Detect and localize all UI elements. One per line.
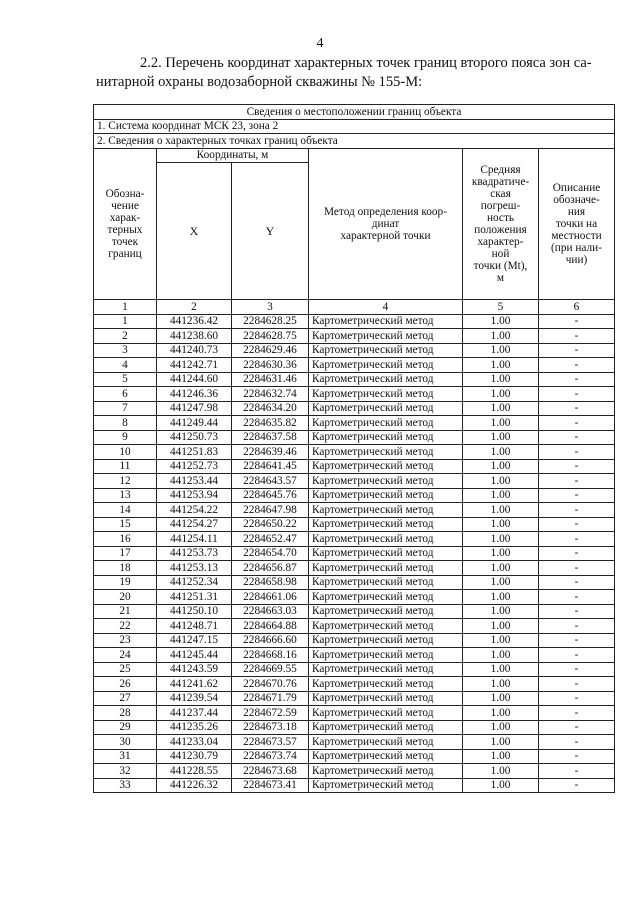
y-coordinate-cell: 2284643.57 — [232, 474, 309, 489]
method-cell: Картометрический метод — [309, 517, 463, 532]
x-coordinate-cell: 441238.60 — [157, 329, 232, 344]
method-cell: Картометрический метод — [309, 561, 463, 576]
x-coordinate-cell: 441254.22 — [157, 503, 232, 518]
method-cell: Картометрический метод — [309, 749, 463, 764]
point-number-cell: 4 — [94, 358, 157, 373]
method-cell: Картометрический метод — [309, 416, 463, 431]
y-coordinate-cell: 2284673.41 — [232, 778, 309, 793]
y-coordinate-cell: 2284670.76 — [232, 677, 309, 692]
y-coordinate-cell: 2284628.25 — [232, 314, 309, 329]
y-coordinate-cell: 2284663.03 — [232, 604, 309, 619]
point-number-cell: 6 — [94, 387, 157, 402]
method-cell: Картометрический метод — [309, 314, 463, 329]
description-cell: - — [539, 430, 615, 445]
method-cell: Картометрический метод — [309, 778, 463, 793]
column-number: 2 — [157, 300, 232, 315]
y-coordinate-cell: 2284673.68 — [232, 764, 309, 779]
method-cell: Картометрический метод — [309, 706, 463, 721]
description-cell: - — [539, 503, 615, 518]
description-cell: - — [539, 517, 615, 532]
table-row — [94, 503, 615, 518]
description-cell: - — [539, 401, 615, 416]
error-cell: 1.00 — [463, 358, 539, 373]
error-cell: 1.00 — [463, 633, 539, 648]
y-coordinate-cell: 2284666.60 — [232, 633, 309, 648]
table-row — [94, 474, 615, 489]
y-coordinate-cell: 2284632.74 — [232, 387, 309, 402]
x-coordinate-cell: 441251.83 — [157, 445, 232, 460]
error-cell: 1.00 — [463, 749, 539, 764]
error-cell: 1.00 — [463, 343, 539, 358]
error-cell: 1.00 — [463, 474, 539, 489]
x-coordinate-cell: 441245.44 — [157, 648, 232, 663]
description-cell: - — [539, 764, 615, 779]
table-row — [94, 416, 615, 431]
point-number-cell: 7 — [94, 401, 157, 416]
method-cell: Картометрический метод — [309, 430, 463, 445]
header-row-1 — [94, 148, 615, 163]
description-cell: - — [539, 488, 615, 503]
description-cell: - — [539, 329, 615, 344]
x-coordinate-cell: 441252.34 — [157, 575, 232, 590]
point-number-cell: 16 — [94, 532, 157, 547]
x-coordinate-cell: 441250.10 — [157, 604, 232, 619]
x-coordinate-cell: 441247.15 — [157, 633, 232, 648]
y-coordinate-cell: 2284672.59 — [232, 706, 309, 721]
header-x: X — [157, 163, 232, 300]
table-row — [94, 662, 615, 677]
point-number-cell: 29 — [94, 720, 157, 735]
y-coordinate-cell: 2284639.46 — [232, 445, 309, 460]
x-coordinate-cell: 441249.44 — [157, 416, 232, 431]
table-row — [94, 575, 615, 590]
description-cell: - — [539, 532, 615, 547]
error-cell: 1.00 — [463, 430, 539, 445]
description-cell: - — [539, 619, 615, 634]
table-row — [94, 561, 615, 576]
point-number-cell: 31 — [94, 749, 157, 764]
table-row — [94, 691, 615, 706]
point-number-cell: 13 — [94, 488, 157, 503]
table-row — [94, 358, 615, 373]
method-cell: Картометрический метод — [309, 691, 463, 706]
x-coordinate-cell: 441235.26 — [157, 720, 232, 735]
column-numbers-row — [94, 300, 615, 315]
error-cell: 1.00 — [463, 401, 539, 416]
x-coordinate-cell: 441246.36 — [157, 387, 232, 402]
table-row — [94, 706, 615, 721]
x-coordinate-cell: 441244.60 — [157, 372, 232, 387]
table-row — [94, 387, 615, 402]
section1-row — [94, 119, 615, 134]
column-number: 1 — [94, 300, 157, 315]
y-coordinate-cell: 2284634.20 — [232, 401, 309, 416]
table-row — [94, 546, 615, 561]
header-error: Средняя квадратиче- ская погреш- ность положения характер- ной точки (Mt), м — [463, 148, 539, 300]
table-row — [94, 590, 615, 605]
x-coordinate-cell: 441253.44 — [157, 474, 232, 489]
error-cell: 1.00 — [463, 459, 539, 474]
table-row — [94, 401, 615, 416]
error-cell: 1.00 — [463, 764, 539, 779]
description-cell: - — [539, 662, 615, 677]
error-cell: 1.00 — [463, 648, 539, 663]
error-cell: 1.00 — [463, 590, 539, 605]
description-cell: - — [539, 546, 615, 561]
heading-line-1: 2.2. Перечень координат характерных точек границ второго пояса зон са- — [140, 55, 592, 71]
y-coordinate-cell: 2284637.58 — [232, 430, 309, 445]
x-coordinate-cell: 441242.71 — [157, 358, 232, 373]
point-number-cell: 22 — [94, 619, 157, 634]
y-coordinate-cell: 2284629.46 — [232, 343, 309, 358]
page-number: 4 — [316, 36, 324, 51]
error-cell: 1.00 — [463, 445, 539, 460]
method-cell: Картометрический метод — [309, 329, 463, 344]
description-cell: - — [539, 648, 615, 663]
coordinate-system-label: 1. Система координат МСК 23, зона 2 — [94, 119, 615, 134]
error-cell: 1.00 — [463, 619, 539, 634]
header-point: Обозна- чение харак- терных точек границ — [94, 148, 157, 300]
x-coordinate-cell: 441250.73 — [157, 430, 232, 445]
table-row — [94, 778, 615, 793]
table-row — [94, 735, 615, 750]
x-coordinate-cell: 441226.32 — [157, 778, 232, 793]
description-cell: - — [539, 749, 615, 764]
table-row — [94, 372, 615, 387]
method-cell: Картометрический метод — [309, 387, 463, 402]
method-cell: Картометрический метод — [309, 372, 463, 387]
error-cell: 1.00 — [463, 691, 539, 706]
x-coordinate-cell: 441240.73 — [157, 343, 232, 358]
point-number-cell: 28 — [94, 706, 157, 721]
y-coordinate-cell: 2284661.06 — [232, 590, 309, 605]
method-cell: Картометрический метод — [309, 735, 463, 750]
x-coordinate-cell: 441253.94 — [157, 488, 232, 503]
point-number-cell: 2 — [94, 329, 157, 344]
y-coordinate-cell: 2284641.45 — [232, 459, 309, 474]
point-number-cell: 24 — [94, 648, 157, 663]
x-coordinate-cell: 441252.73 — [157, 459, 232, 474]
table-title: Сведения о местоположении границ объекта — [94, 105, 615, 120]
method-cell: Картометрический метод — [309, 764, 463, 779]
x-coordinate-cell: 441228.55 — [157, 764, 232, 779]
x-coordinate-cell: 441253.13 — [157, 561, 232, 576]
point-number-cell: 20 — [94, 590, 157, 605]
column-number: 5 — [463, 300, 539, 315]
description-cell: - — [539, 590, 615, 605]
error-cell: 1.00 — [463, 416, 539, 431]
point-number-cell: 3 — [94, 343, 157, 358]
table-row — [94, 633, 615, 648]
header-description: Описание обозначе- ния точки на местности (при нали- чии) — [539, 148, 615, 300]
point-number-cell: 18 — [94, 561, 157, 576]
description-cell: - — [539, 474, 615, 489]
point-number-cell: 33 — [94, 778, 157, 793]
error-cell: 1.00 — [463, 604, 539, 619]
description-cell: - — [539, 358, 615, 373]
method-cell: Картометрический метод — [309, 459, 463, 474]
point-number-cell: 19 — [94, 575, 157, 590]
column-number: 4 — [309, 300, 463, 315]
description-cell: - — [539, 677, 615, 692]
header-coords: Координаты, м — [157, 148, 309, 163]
method-cell: Картометрический метод — [309, 633, 463, 648]
y-coordinate-cell: 2284635.82 — [232, 416, 309, 431]
x-coordinate-cell: 441251.31 — [157, 590, 232, 605]
method-cell: Картометрический метод — [309, 575, 463, 590]
method-cell: Картометрический метод — [309, 546, 463, 561]
y-coordinate-cell: 2284652.47 — [232, 532, 309, 547]
description-cell: - — [539, 459, 615, 474]
description-cell: - — [539, 778, 615, 793]
x-coordinate-cell: 441253.73 — [157, 546, 232, 561]
description-cell: - — [539, 314, 615, 329]
error-cell: 1.00 — [463, 720, 539, 735]
description-cell: - — [539, 706, 615, 721]
method-cell: Картометрический метод — [309, 488, 463, 503]
method-cell: Картометрический метод — [309, 445, 463, 460]
error-cell: 1.00 — [463, 706, 539, 721]
description-cell: - — [539, 720, 615, 735]
y-coordinate-cell: 2284664.88 — [232, 619, 309, 634]
point-number-cell: 30 — [94, 735, 157, 750]
method-cell: Картометрический метод — [309, 648, 463, 663]
y-coordinate-cell: 2284668.16 — [232, 648, 309, 663]
description-cell: - — [539, 691, 615, 706]
x-coordinate-cell: 441237.44 — [157, 706, 232, 721]
x-coordinate-cell: 441241.62 — [157, 677, 232, 692]
error-cell: 1.00 — [463, 488, 539, 503]
error-cell: 1.00 — [463, 329, 539, 344]
point-number-cell: 12 — [94, 474, 157, 489]
table-row — [94, 329, 615, 344]
error-cell: 1.00 — [463, 546, 539, 561]
method-cell: Картометрический метод — [309, 720, 463, 735]
x-coordinate-cell: 441243.59 — [157, 662, 232, 677]
table-row — [94, 604, 615, 619]
point-number-cell: 9 — [94, 430, 157, 445]
point-number-cell: 10 — [94, 445, 157, 460]
method-cell: Картометрический метод — [309, 662, 463, 677]
y-coordinate-cell: 2284630.36 — [232, 358, 309, 373]
table-row — [94, 488, 615, 503]
description-cell: - — [539, 575, 615, 590]
error-cell: 1.00 — [463, 532, 539, 547]
y-coordinate-cell: 2284650.22 — [232, 517, 309, 532]
point-number-cell: 32 — [94, 764, 157, 779]
description-cell: - — [539, 735, 615, 750]
x-coordinate-cell: 441247.98 — [157, 401, 232, 416]
point-number-cell: 11 — [94, 459, 157, 474]
table-row — [94, 749, 615, 764]
method-cell: Картометрический метод — [309, 677, 463, 692]
description-cell: - — [539, 561, 615, 576]
table-title-row — [94, 105, 615, 120]
section2-row — [94, 134, 615, 149]
point-number-cell: 5 — [94, 372, 157, 387]
description-cell: - — [539, 604, 615, 619]
header-method: Метод определения коор- динат характерной точки — [309, 148, 463, 300]
error-cell: 1.00 — [463, 387, 539, 402]
method-cell: Картометрический метод — [309, 358, 463, 373]
x-coordinate-cell: 441230.79 — [157, 749, 232, 764]
point-number-cell: 23 — [94, 633, 157, 648]
y-coordinate-cell: 2284631.46 — [232, 372, 309, 387]
point-number-cell: 14 — [94, 503, 157, 518]
header-y: Y — [232, 163, 309, 300]
method-cell: Картометрический метод — [309, 532, 463, 547]
error-cell: 1.00 — [463, 575, 539, 590]
section-heading — [96, 54, 616, 92]
y-coordinate-cell: 2284673.74 — [232, 749, 309, 764]
description-cell: - — [539, 372, 615, 387]
point-number-cell: 17 — [94, 546, 157, 561]
point-number-cell: 1 — [94, 314, 157, 329]
error-cell: 1.00 — [463, 561, 539, 576]
x-coordinate-cell: 441248.71 — [157, 619, 232, 634]
points-section-label: 2. Сведения о характерных точках границ объекта — [94, 134, 615, 149]
table-row — [94, 677, 615, 692]
error-cell: 1.00 — [463, 517, 539, 532]
description-cell: - — [539, 343, 615, 358]
point-number-cell: 21 — [94, 604, 157, 619]
error-cell: 1.00 — [463, 677, 539, 692]
column-number: 6 — [539, 300, 615, 315]
y-coordinate-cell: 2284645.76 — [232, 488, 309, 503]
method-cell: Картометрический метод — [309, 401, 463, 416]
x-coordinate-cell: 441254.11 — [157, 532, 232, 547]
table-row — [94, 430, 615, 445]
point-number-cell: 27 — [94, 691, 157, 706]
coordinates-table — [93, 104, 615, 793]
error-cell: 1.00 — [463, 662, 539, 677]
error-cell: 1.00 — [463, 735, 539, 750]
error-cell: 1.00 — [463, 314, 539, 329]
table-row — [94, 619, 615, 634]
point-number-cell: 8 — [94, 416, 157, 431]
table-row — [94, 764, 615, 779]
point-number-cell: 15 — [94, 517, 157, 532]
error-cell: 1.00 — [463, 778, 539, 793]
y-coordinate-cell: 2284654.70 — [232, 546, 309, 561]
method-cell: Картометрический метод — [309, 343, 463, 358]
table-row — [94, 648, 615, 663]
method-cell: Картометрический метод — [309, 590, 463, 605]
table-row — [94, 445, 615, 460]
error-cell: 1.00 — [463, 372, 539, 387]
method-cell: Картометрический метод — [309, 619, 463, 634]
method-cell: Картометрический метод — [309, 604, 463, 619]
description-cell: - — [539, 387, 615, 402]
table-row — [94, 314, 615, 329]
y-coordinate-cell: 2284673.57 — [232, 735, 309, 750]
point-number-cell: 26 — [94, 677, 157, 692]
y-coordinate-cell: 2284628.75 — [232, 329, 309, 344]
description-cell: - — [539, 416, 615, 431]
table-row — [94, 459, 615, 474]
error-cell: 1.00 — [463, 503, 539, 518]
y-coordinate-cell: 2284671.79 — [232, 691, 309, 706]
y-coordinate-cell: 2284658.98 — [232, 575, 309, 590]
x-coordinate-cell: 441236.42 — [157, 314, 232, 329]
y-coordinate-cell: 2284656.87 — [232, 561, 309, 576]
table-row — [94, 532, 615, 547]
x-coordinate-cell: 441239.54 — [157, 691, 232, 706]
point-number-cell: 25 — [94, 662, 157, 677]
x-coordinate-cell: 441254.27 — [157, 517, 232, 532]
description-cell: - — [539, 633, 615, 648]
method-cell: Картометрический метод — [309, 503, 463, 518]
y-coordinate-cell: 2284673.18 — [232, 720, 309, 735]
table-row — [94, 517, 615, 532]
y-coordinate-cell: 2284647.98 — [232, 503, 309, 518]
description-cell: - — [539, 445, 615, 460]
column-number: 3 — [232, 300, 309, 315]
heading-line-2: нитарной охраны водозаборной скважины № 155-М: — [96, 74, 423, 90]
table-row — [94, 720, 615, 735]
method-cell: Картометрический метод — [309, 474, 463, 489]
table-row — [94, 343, 615, 358]
x-coordinate-cell: 441233.04 — [157, 735, 232, 750]
y-coordinate-cell: 2284669.55 — [232, 662, 309, 677]
